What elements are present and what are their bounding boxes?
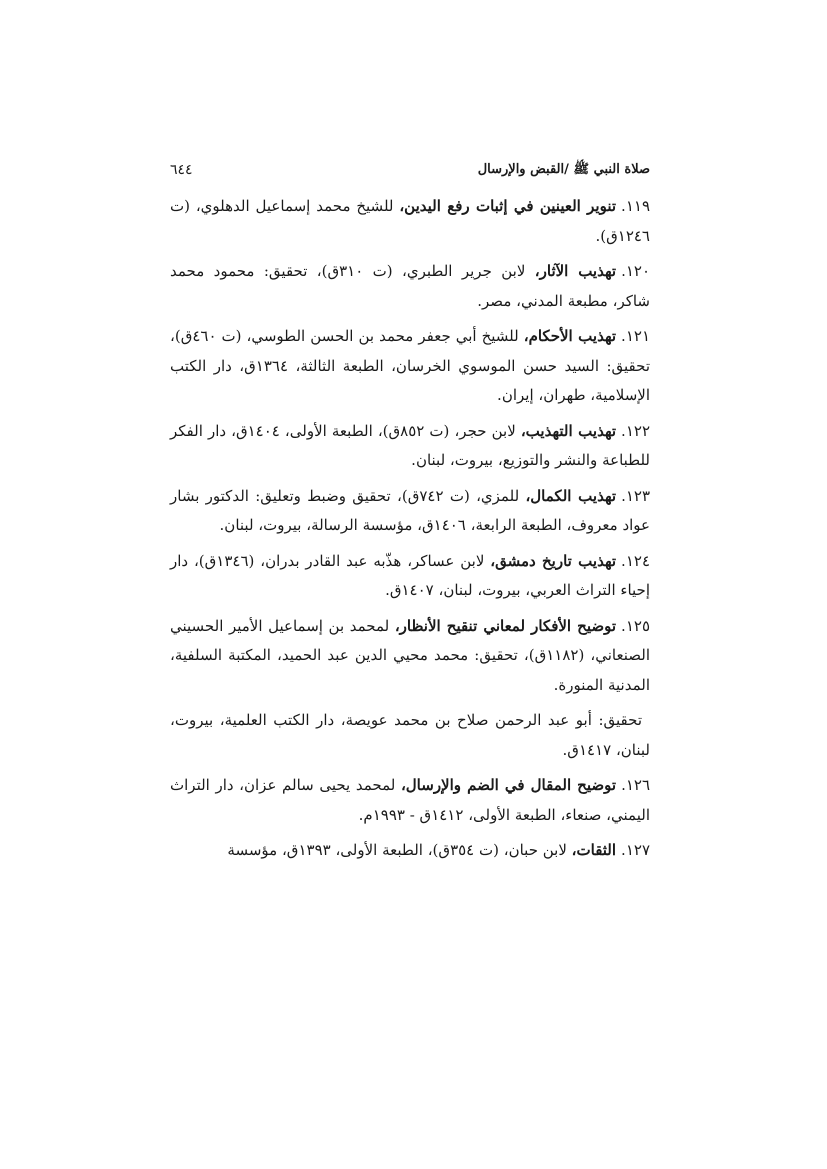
bibliography-entry-122	[170, 417, 650, 476]
book-title: تهذيب الآثار،	[534, 262, 617, 280]
entry-number: ١٢٤.	[621, 551, 650, 570]
page-number: ٦٤٤	[170, 162, 193, 178]
entry-details: للشيخ محمد إسماعيل الدهلوي، (ت ١٢٤٦ق).	[170, 197, 650, 245]
bibliography-entry-123	[170, 482, 650, 541]
book-title: توضيح الأفكار لمعاني تنقيح الأنظار،	[394, 616, 617, 635]
entry-number: ١٢١.	[621, 327, 650, 345]
book-title: تهذيب تاريخ دمشق،	[490, 551, 617, 570]
book-title: الثقات،	[571, 841, 617, 859]
entry-number: ١٢٢.	[621, 421, 650, 440]
entry-details: لمحمد يحيى سالم عزان، دار التراث اليمني، صنعاء، الطبعة الأولى، ١٤١٢ق - ١٩٩٣م.	[170, 776, 650, 824]
bibliography-entry-127	[170, 836, 650, 866]
entry-details: للشيخ أبي جعفر محمد بن الحسن الطوسي، (ت ٤٦٠ق)، تحقيق: السيد حسن الموسوي الخرسان، الطبعة الثالثة، ١٣٦٤ق، دار الكتب الإسلامية، طهران، إيران.	[170, 327, 651, 404]
entry-details: للمزي، (ت ٧٤٢ق)، تحقيق وضبط وتعليق: الدكتور بشار عواد معروف، الطبعة الرابعة، ١٤٠٦ق، مؤسسة الرسالة، بيروت، لبنان.	[170, 486, 650, 534]
bibliography-entry-126	[170, 771, 650, 830]
entry-details: لابن عساكر، هذّبه عبد القادر بدران، (١٣٤٦ق)، دار إحياء التراث العربي، بيروت، لبنان، ١٤٠٧ق.	[170, 551, 650, 599]
book-title: توضيح المقال في الضم والإرسال،	[400, 776, 617, 794]
book-title: تهذيب التهذيب،	[520, 421, 617, 440]
book-title: تهذيب الكمال،	[525, 486, 617, 505]
entry-details: لابن جرير الطبري، (ت ٣١٠ق)، تحقيق: محمود محمد شاكر، مطبعة المدني، مصر.	[170, 262, 650, 310]
bibliography-entry-121	[170, 322, 650, 411]
entry-number: ١٢٠.	[621, 262, 651, 280]
bibliography-entry-125	[170, 612, 650, 701]
entry-details: لمحمد بن إسماعيل الأمير الحسيني الصنعاني، (١١٨٢ق)، تحقيق: محمد محيي الدين عبد الحميد، المكتبة السلفية، المدنية المنورة.	[170, 616, 651, 694]
book-title: تنوير العينين في إثبات رفع اليدين،	[399, 197, 617, 215]
entry-number: ١٢٥.	[621, 616, 650, 635]
entry-details: تحقيق: أبو عبد الرحمن صلاح بن محمد عويصة، دار الكتب العلمية، بيروت، لبنان، ١٤١٧ق.	[170, 711, 650, 759]
running-header	[170, 158, 650, 182]
entry-number: ١١٩.	[621, 197, 650, 215]
bibliography-list	[170, 192, 650, 872]
bibliography-entry-120	[170, 257, 650, 316]
bibliography-entry-119	[170, 192, 650, 251]
entry-number: ١٢٦.	[621, 776, 651, 794]
entry-details: لابن حجر، (ت ٨٥٢ق)، الطبعة الأولى، ١٤٠٤ق، دار الفكر للطباعة والنشر والتوزيع، بيروت، لبنان.	[170, 421, 650, 469]
bibliography-entry-124	[170, 547, 650, 606]
book-title: تهذيب الأحكام،	[523, 327, 617, 345]
entry-number: ١٢٧.	[621, 841, 650, 859]
bibliography-entry-125-continuation	[170, 706, 650, 765]
entry-details: لابن حبان، (ت ٣٥٤ق)، الطبعة الأولى، ١٣٩٣ق، مؤسسة	[227, 841, 572, 859]
header-title: صلاة النبي ﷺ /القبض والإرسال	[477, 162, 650, 177]
entry-number: ١٢٣.	[621, 486, 651, 505]
